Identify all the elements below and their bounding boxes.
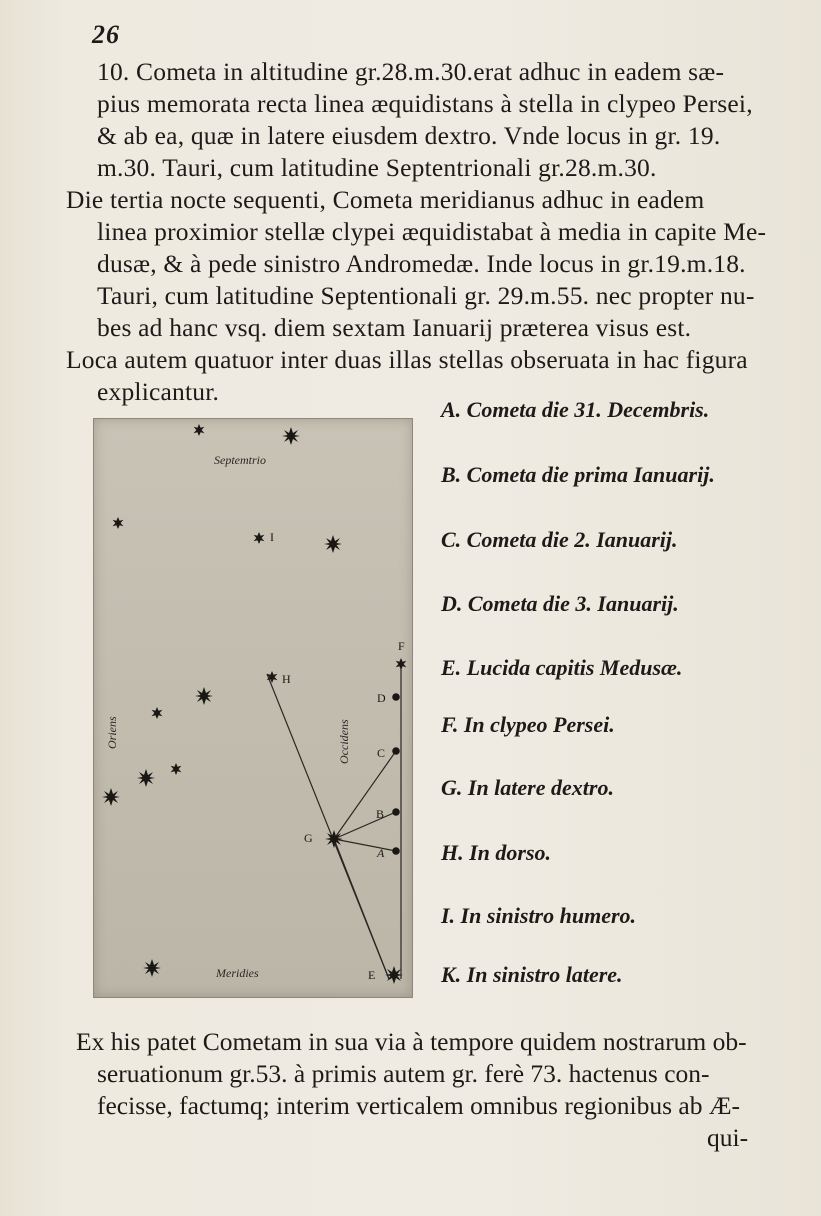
letter-e: E — [368, 968, 376, 982]
legend-item-c: C. Cometa die 2. Ianuarij. — [441, 527, 678, 552]
body-line-10: Loca autem quatuor inter duas illas stellas obseruata in hac figura — [66, 345, 748, 374]
footer-line-1: Ex his patet Cometam in sua via à tempore quidem nostrarum ob- — [76, 1027, 747, 1056]
letter-i: I — [270, 530, 274, 544]
star-g — [325, 830, 343, 848]
star-k — [143, 959, 161, 977]
line-g-to-a — [334, 839, 396, 851]
legend-item-b: B. Cometa die prima Ianuarij. — [441, 462, 715, 487]
label-septemtrio: Septemtrio — [214, 453, 266, 467]
footer-line-3: fecisse, factumq; interim verticalem omnibus regionibus ab Æ- — [97, 1091, 740, 1120]
comet-a-dot — [392, 847, 400, 855]
star-2 — [282, 427, 300, 445]
legend-item-e: E. Lucida capitis Medusæ. — [441, 655, 683, 680]
legend-item-i: I. In sinistro humero. — [441, 903, 637, 928]
body-line-11: explicantur. — [97, 377, 220, 406]
label-occidens: Occidens — [337, 719, 351, 764]
star-1 — [194, 424, 205, 436]
star-f — [396, 658, 407, 670]
footer-line-2: seruationum gr.53. à primis autem gr. ferè 73. hactenus con- — [97, 1059, 710, 1088]
body-line-4: m.30. Tauri, cum latitudine Septentrionali gr.28.m.30. — [97, 153, 657, 182]
star-e — [385, 966, 403, 984]
letter-h: H — [282, 672, 291, 686]
star-chart-figure — [93, 418, 413, 998]
star-chart-svg — [94, 419, 412, 997]
comet-c-dot — [392, 747, 400, 755]
body-line-1: 10. Cometa in altitudine gr.28.m.30.erat adhuc in eadem sæ- — [97, 57, 725, 86]
letter-c: C — [377, 746, 386, 760]
label-meridies: Meridies — [216, 966, 259, 980]
star-6 — [152, 707, 163, 719]
comet-d-dot — [392, 693, 400, 701]
star-9 — [102, 788, 120, 806]
letter-b: B — [376, 807, 385, 821]
legend-item-a: A. Cometa die 31. Decembris. — [441, 397, 710, 422]
comet-b-dot — [392, 808, 400, 816]
page-number: 26 — [92, 20, 120, 49]
legend-item-f: F. In clypeo Persei. — [441, 712, 615, 737]
legend-item-d: D. Cometa die 3. Ianuarij. — [441, 591, 679, 616]
label-oriens: Oriens — [105, 716, 119, 749]
body-line-3: & ab ea, quæ in latere eiusdem dextro. Vnde locus in gr. 19. — [97, 121, 721, 150]
star-3 — [113, 517, 124, 529]
body-line-6: linea proximior stellæ clypei æquidistabat à media in capite Me- — [97, 217, 767, 246]
footer-line-4: qui- — [707, 1123, 749, 1152]
body-line-9: bes ad hanc vsq. diem sextam Ianuarij præterea visus est. — [97, 313, 692, 342]
body-line-5: Die tertia nocte sequenti, Cometa meridianus adhuc in eadem — [66, 185, 705, 214]
legend-item-g: G. In latere dextro. — [441, 775, 614, 800]
star-i — [254, 532, 265, 544]
letter-f: F — [398, 639, 405, 653]
legend-item-k: K. In sinistro latere. — [441, 962, 623, 987]
star-4 — [324, 535, 342, 553]
star-5 — [195, 687, 213, 705]
star-7 — [171, 763, 182, 775]
body-line-8: Tauri, cum latitudine Septentionali gr. 29.m.55. nec propter nu- — [97, 281, 755, 310]
star-8 — [137, 769, 155, 787]
body-line-2: pius memorata recta linea æquidistans à stella in clypeo Persei, — [97, 89, 753, 118]
letter-a: A — [377, 846, 385, 860]
letter-d: D — [377, 691, 386, 705]
legend-item-h: H. In dorso. — [441, 840, 552, 865]
line-g-to-e — [334, 839, 389, 979]
letter-g: G — [304, 831, 313, 845]
body-line-7: dusæ, & à pede sinistro Andromedæ. Inde locus in gr.19.m.18. — [97, 249, 746, 278]
